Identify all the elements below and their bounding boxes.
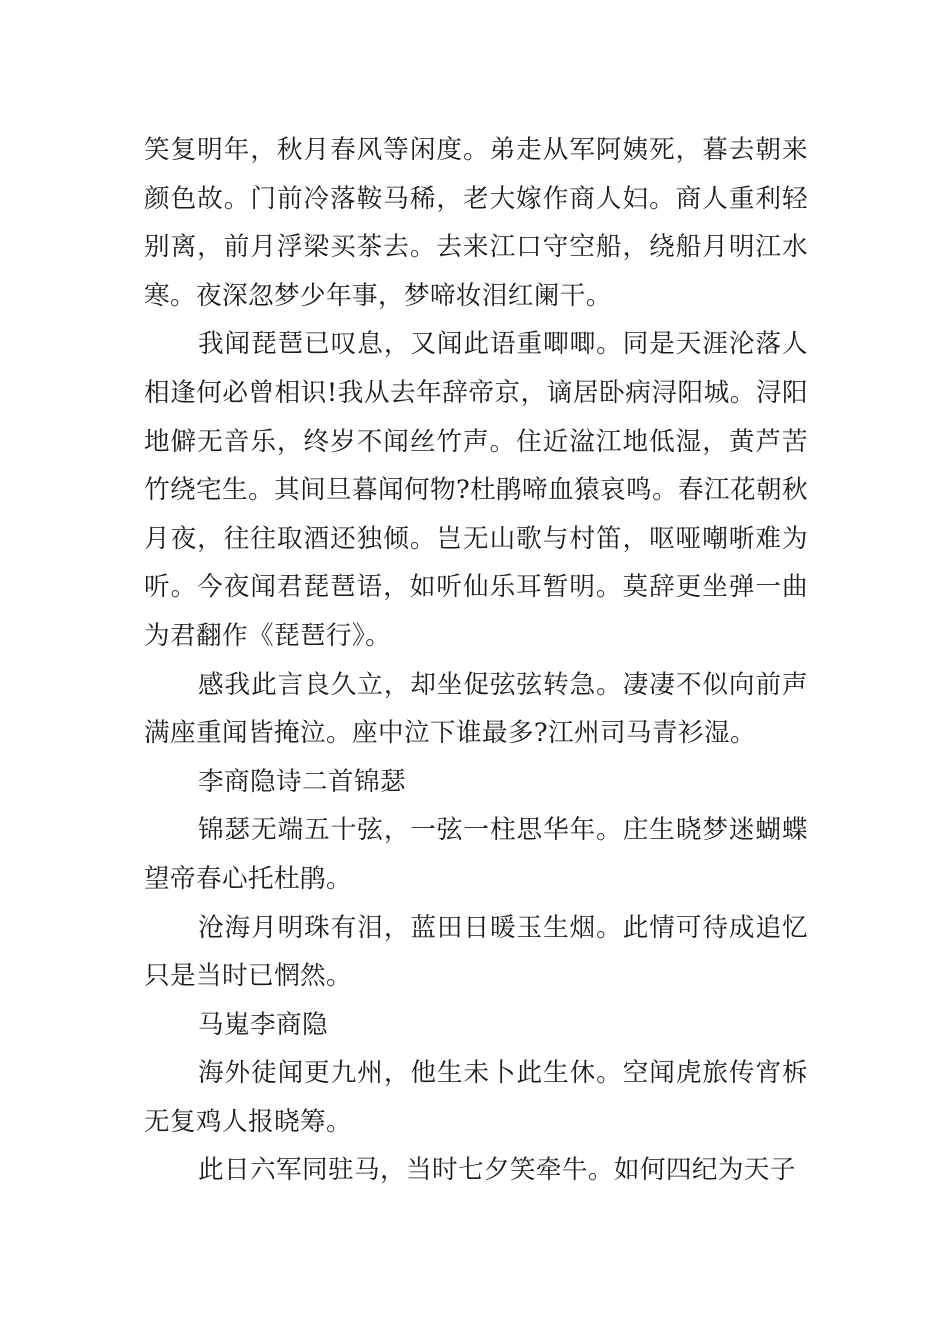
section-heading-mawei: 马嵬李商隐 xyxy=(198,1009,328,1040)
section-heading-jinse: 李商隐诗二首锦瑟 xyxy=(198,766,406,797)
paragraph-jinse-2: 沧海月明珠有泪，蓝田日暖玉生烟。此情可待成追忆只是当时已惘然。 xyxy=(144,912,808,992)
paragraph-jinse-1: 锦瑟无端五十弦，一弦一柱思华年。庄生晓梦迷蝴蝶望帝春心托杜鹃。 xyxy=(144,815,808,894)
paragraph-pipa-xing-part-2: 我闻琵琶已叹息，又闻此语重唧唧。同是天涯沦落人相逢何必曾相识!我从去年辞帝京，谪居卧病浔阳城。浔阳地僻无音乐，终岁不闻丝竹声。住近湓江地低湿，黄芦苦竹绕宅生。其间旦暮闻何物?杜鹃啼血猿哀鸣。春江花朝秋月夜，往往取酒还独倾。岂无山歌与村笛，呕哑嘲哳难为听。今夜闻君琵琶语，如听仙乐耳暂明。莫辞更坐弹一曲为君翻作《琵琶行》。 xyxy=(144,329,808,651)
paragraph-mawei-2: 此日六军同驻马，当时七夕笑牵牛。如何四纪为天子 xyxy=(198,1155,796,1186)
document-body xyxy=(144,126,808,1195)
paragraph-pipa-xing-part-1: 笑复明年，秋月春风等闲度。弟走从军阿姨死，暮去朝来颜色故。门前冷落鞍马稀，老大嫁作商人妇。商人重利轻别离，前月浮梁买茶去。去来江口守空船，绕船月明江水寒。夜深忽梦少年事，梦啼妆泪红阑干。 xyxy=(144,135,808,311)
paragraph-pipa-xing-part-3: 感我此言良久立，却坐促弦弦转急。凄凄不似向前声满座重闻皆掩泣。座中泣下谁最多?江州司马青衫湿。 xyxy=(144,669,808,749)
paragraph-mawei-1: 海外徒闻更九州，他生未卜此生休。空闻虎旅传宵柝无复鸡人报晓筹。 xyxy=(144,1058,808,1137)
